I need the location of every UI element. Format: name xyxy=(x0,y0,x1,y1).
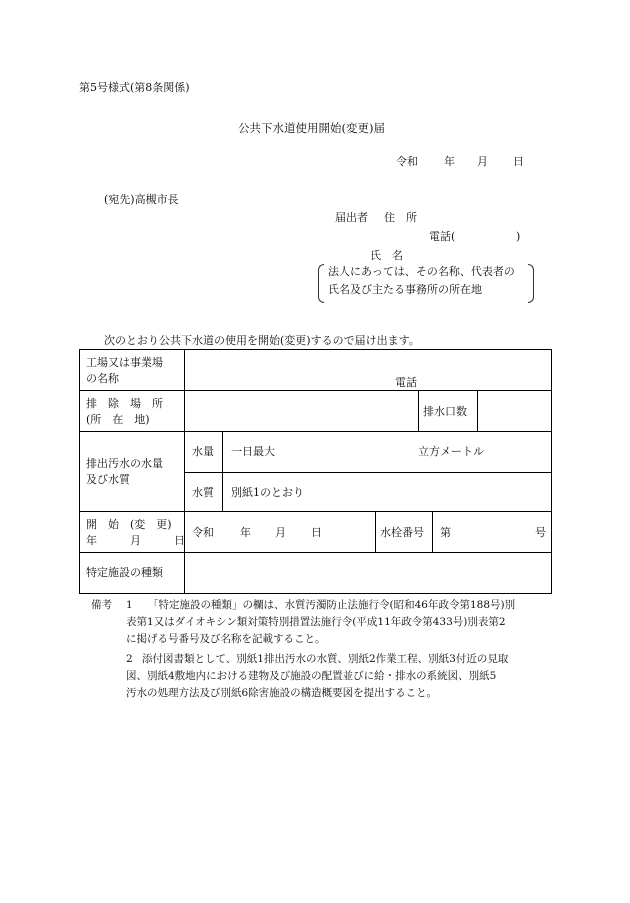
location-label-1: 排 除 場 所 xyxy=(86,397,163,410)
start-day: 日 xyxy=(311,526,322,539)
form-number: 第5号様式(第8条関係) xyxy=(79,81,190,94)
volume-value: 一日最大 xyxy=(231,445,275,458)
intro-sentence: 次のとおり公共下水道の使用を開始(変更)するので届け出ます。 xyxy=(104,334,420,347)
note-bracket-right xyxy=(528,264,534,303)
quality-value: 別紙1のとおり xyxy=(231,486,304,499)
address-label: 住 所 xyxy=(384,211,417,224)
start-month: 月 xyxy=(275,526,286,539)
volume-unit: 立方メートル xyxy=(418,445,484,458)
location-label-2: (所 在 地) xyxy=(86,413,150,426)
quality-sub-label: 水質 xyxy=(192,486,214,499)
note-1-line1: 「特定施設の種類」の欄は、水質汚濁防止法施行令(昭和46年政令第188号)別 xyxy=(148,599,516,611)
date-era: 令和 xyxy=(396,155,418,168)
facility-type-label: 特定施設の種類 xyxy=(86,566,163,579)
note-1-line3: に掲げる号番号及び名称を記載すること。 xyxy=(126,633,326,645)
note-2-line1: 添付図書類として、別紙1排出汚水の水質、別紙2作業工程、別紙3付近の見取 xyxy=(142,653,509,665)
note-1-number: 1 xyxy=(126,599,133,611)
tap-number-prefix: 第 xyxy=(440,526,451,539)
note-2-line2: 図、別紙4敷地内における建物及び施設の配置並びに給・排水の系統図、別紙5 xyxy=(126,670,497,682)
start-era: 令和 xyxy=(192,526,214,539)
outlet-count-label: 排水口数 xyxy=(423,405,467,418)
factory-label-1: 工場又は事業場 xyxy=(86,356,163,369)
factory-label-2: の名称 xyxy=(86,372,119,385)
applicant-label: 届出者 xyxy=(335,211,368,224)
date-day-label: 日 xyxy=(513,155,524,168)
factory-phone-label: 電話 xyxy=(395,376,417,389)
phone-label: 電話( xyxy=(429,230,456,243)
note-2-number: 2 xyxy=(126,653,133,665)
date-month-label: 月 xyxy=(477,155,488,168)
volume-sub-label: 水量 xyxy=(192,445,214,458)
corp-note-line2: 氏名及び主たる事務所の所在地 xyxy=(328,283,482,296)
note-2-line3: 汚水の処理方法及び別紙6除害施設の構造概要図を提出すること。 xyxy=(126,687,438,699)
name-label: 氏 名 xyxy=(370,249,403,262)
phone-close: ) xyxy=(516,230,521,243)
note-1-line2: 表第1又はダイオキシン類対策特別措置法施行令(平成11年政令第433号)別表第2 xyxy=(126,616,506,628)
note-bracket-left xyxy=(318,264,324,303)
volume-label-2: 及び水質 xyxy=(86,473,130,486)
addressee: (宛先)高槻市長 xyxy=(104,193,179,206)
tap-number-suffix: 号 xyxy=(535,526,546,539)
tap-number-label: 水栓番号 xyxy=(380,526,424,539)
notes-heading: 備考 xyxy=(91,599,112,611)
start-label-2: 年 月 日 xyxy=(86,534,185,547)
corp-note-line1: 法人にあっては、その名称、代表者の xyxy=(328,265,515,278)
volume-label-1: 排出汚水の水量 xyxy=(86,457,163,470)
start-label-1: 開 始 (変 更) xyxy=(86,518,172,531)
date-year-label: 年 xyxy=(444,155,455,168)
start-year: 年 xyxy=(240,526,251,539)
form-title: 公共下水道使用開始(変更)届 xyxy=(238,121,385,135)
